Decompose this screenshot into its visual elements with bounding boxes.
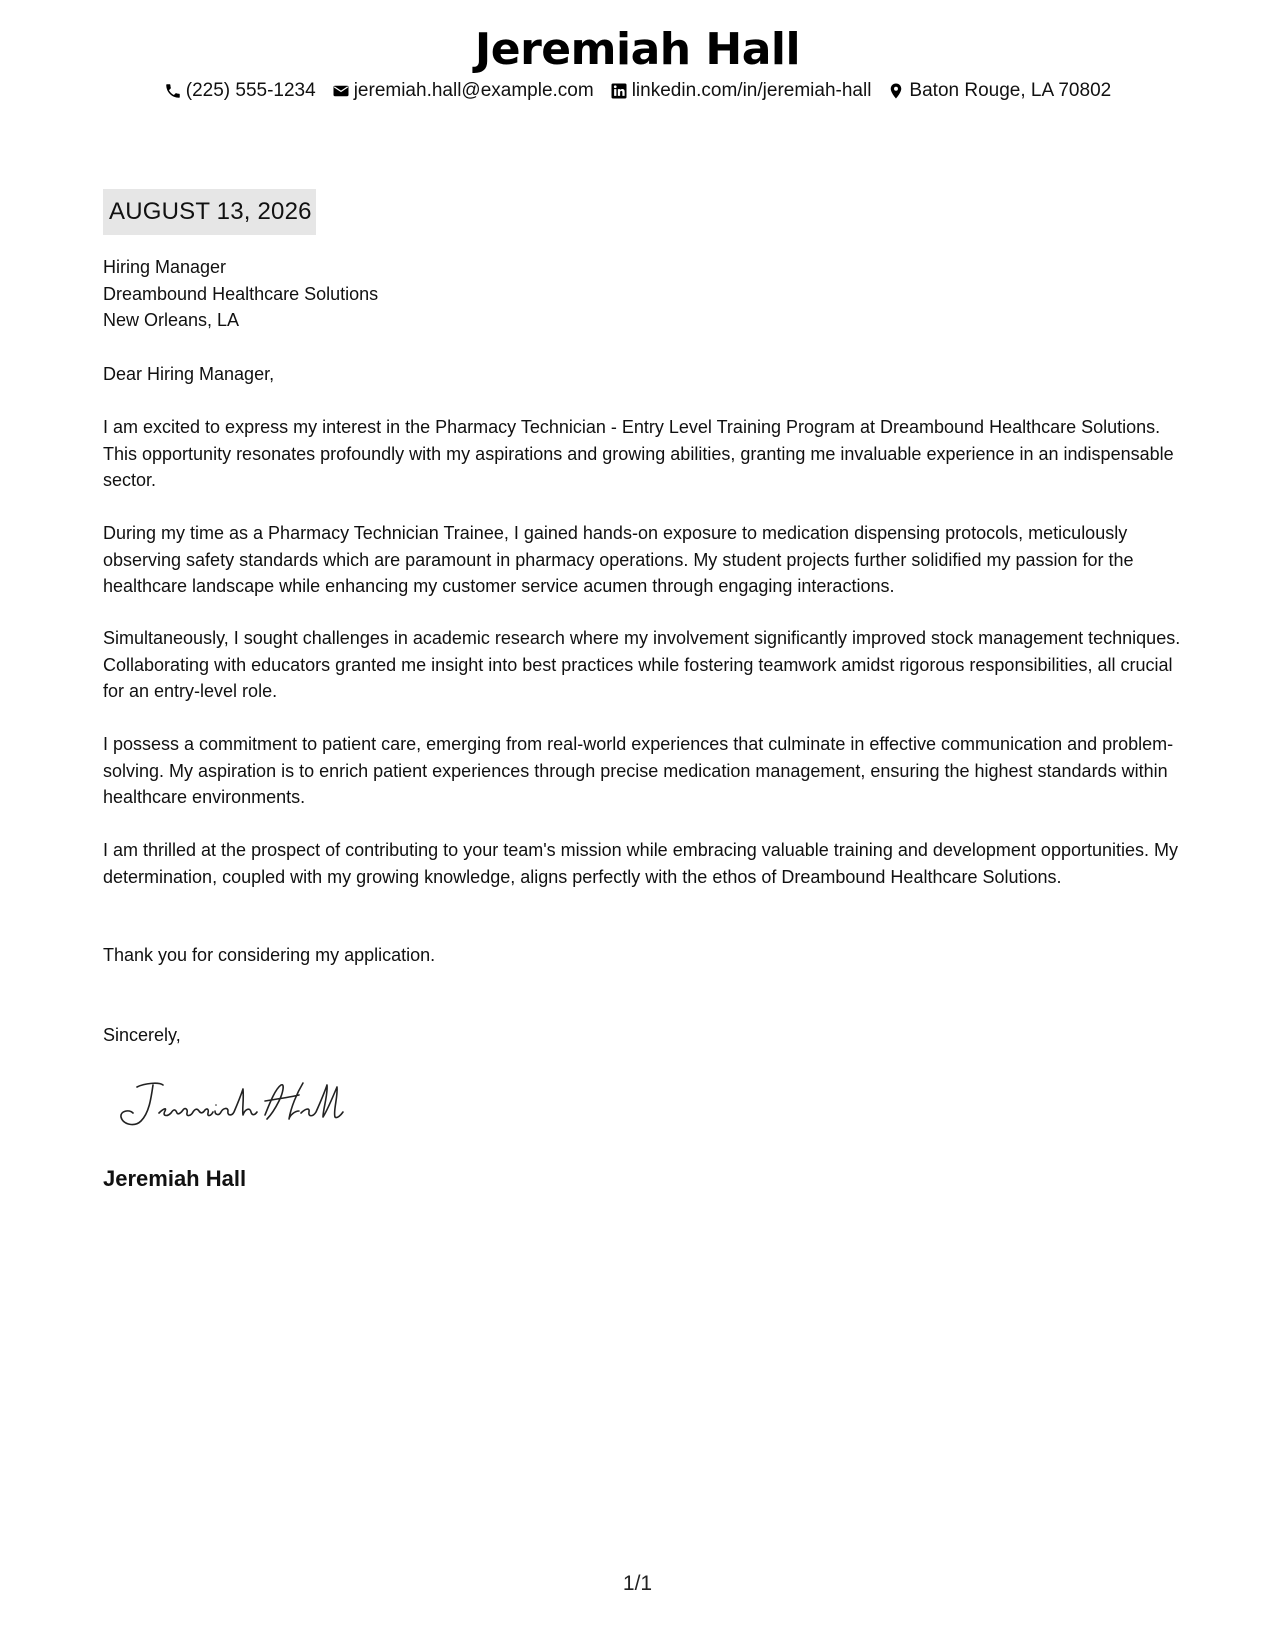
body-paragraph: I possess a commitment to patient care, emerging from real-world experiences that culminate in effective communication and problem-solving. My aspiration is to enrich patient experiences through precise medication management, ensuring the highest standards within healthcare environments.	[103, 734, 1174, 807]
page-number: 1/1	[622, 1572, 653, 1595]
location-text: Baton Rouge, LA 70802	[909, 80, 1112, 101]
contact-phone	[164, 78, 316, 104]
contact-linkedin	[610, 78, 872, 104]
body-paragraph: I am excited to express my interest in the Pharmacy Technician - Entry Level Training Program at Dreambound Healthcare Solutions. This opportunity resonates profoundly with my aspirations and growing abilities, granting me invaluable experience in an indispensable sector.	[103, 417, 1174, 490]
handwritten-signature	[115, 1075, 365, 1135]
linkedin-url: linkedin.com/in/jeremiah-hall	[631, 80, 872, 101]
phone-number: (225) 555-1234	[185, 80, 316, 101]
email-address: jeremiah.hall@example.com	[353, 80, 594, 101]
contact-email	[332, 78, 594, 104]
recipient-block	[103, 254, 1183, 334]
body-paragraph: During my time as a Pharmacy Technician Trainee, I gained hands-on exposure to medication dispensing protocols, meticulously observing safety standards which are paramount in pharmacy operations. My student projects further solidified my passion for the healthcare landscape while enhancing my customer service acumen through engaging interactions.	[103, 523, 1134, 596]
signer-name: Jeremiah Hall	[103, 1166, 247, 1191]
recipient-location: New Orleans, LA	[103, 310, 240, 330]
body-paragraph: Simultaneously, I sought challenges in academic research where my involvement significantly improved stock management techniques. Collaborating with educators granted me insight into best practices while fostering teamwork amidst rigorous responsibilities, all crucial for an entry-level role.	[103, 628, 1181, 701]
salutation: Dear Hiring Manager,	[103, 364, 275, 384]
closing-line: Sincerely,	[103, 1025, 181, 1045]
contact-info-row	[0, 78, 1275, 104]
body-paragraph: Thank you for considering my application.	[103, 945, 436, 965]
body-paragraph: I am thrilled at the prospect of contributing to your team's mission while embracing valuable training and development opportunities. My determination, coupled with my growing knowledge, aligns perfectly with the ethos of Dreambound Healthcare Solutions.	[103, 840, 1178, 887]
linkedin-icon	[610, 82, 628, 100]
recipient-company: Dreambound Healthcare Solutions	[103, 283, 379, 304]
recipient-title: Hiring Manager	[103, 257, 227, 277]
contact-location	[887, 78, 1111, 104]
phone-icon	[164, 82, 182, 100]
letter-date: AUGUST 13, 2026	[103, 189, 316, 235]
applicant-name-heading: Jeremiah Hall	[474, 24, 801, 75]
envelope-icon	[332, 82, 350, 100]
map-pin-icon	[887, 82, 905, 100]
